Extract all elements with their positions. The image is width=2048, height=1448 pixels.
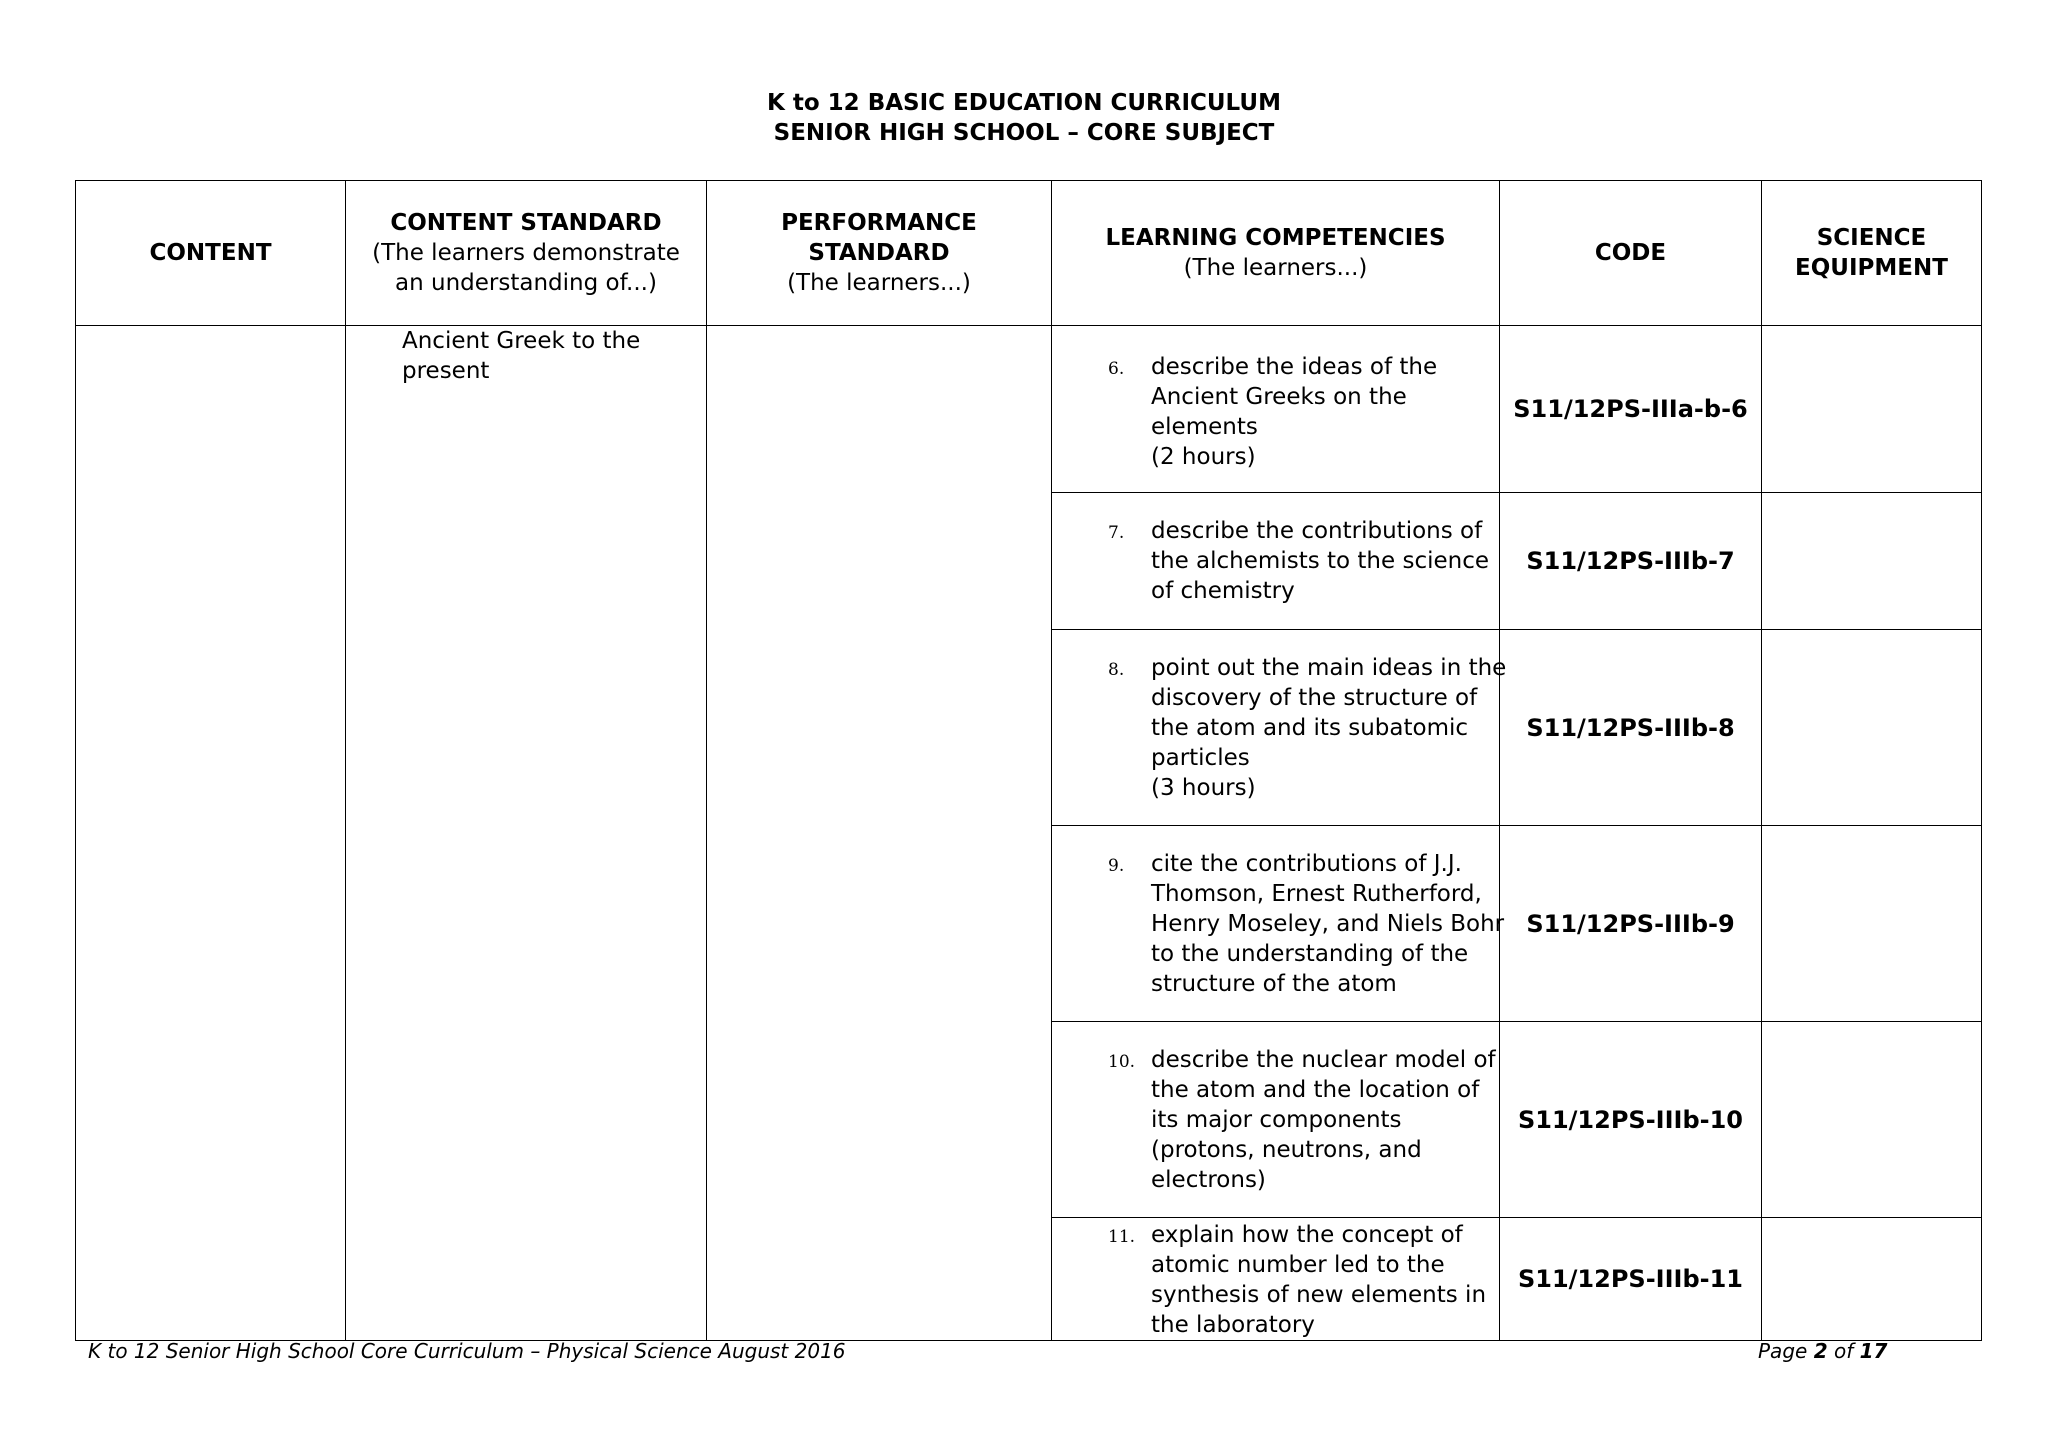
table-row <box>76 326 1982 493</box>
competency-line: Ancient Greeks on the <box>1151 384 1407 410</box>
document-subtitle: SENIOR HIGH SCHOOL – CORE SUBJECT <box>773 120 1275 146</box>
competency-number: 6. <box>1108 359 1125 379</box>
competency-line: explain how the concept of <box>1151 1222 1463 1248</box>
competency-code: S11/12PS-IIIb-8 <box>1500 630 1762 826</box>
competency-number: 8. <box>1108 659 1125 680</box>
science-equipment-cell <box>1762 630 1982 826</box>
table-header-row <box>76 181 1982 326</box>
competency-line: describe the ideas of the <box>1151 354 1438 380</box>
document-title: K to 12 BASIC EDUCATION CURRICULUM <box>767 90 1281 116</box>
competency-cell <box>1052 1022 1500 1218</box>
competency-line: Henry Moseley, and Niels Bohr <box>1151 910 1505 937</box>
competency-line: describe the contributions of <box>1151 518 1483 544</box>
content-standard-line: present <box>402 358 490 384</box>
competency-line: the atom and the location of <box>1151 1076 1480 1103</box>
competency-line: to the understanding of the <box>1151 940 1469 967</box>
competency-line: discovery of the structure of <box>1151 684 1478 711</box>
performance-standard-cell <box>707 326 1052 1341</box>
competency-code: S11/12PS-IIIb-7 <box>1500 493 1762 630</box>
science-equipment-cell <box>1762 493 1982 630</box>
competency-number: 7. <box>1108 523 1125 543</box>
header-learning-competencies: LEARNING COMPETENCIES (The learners...) <box>1052 181 1500 326</box>
competency-line: the atom and its subatomic <box>1151 714 1469 741</box>
content-cell <box>76 326 346 1341</box>
competency-line: (protons, neutrons, and <box>1151 1136 1422 1163</box>
competency-cell <box>1052 826 1505 1022</box>
header-content-standard: CONTENT STANDARD (The learners demonstrate an understanding of...) <box>346 181 707 326</box>
content-standard-cell <box>346 326 707 1341</box>
header-code: CODE <box>1500 181 1762 326</box>
competency-code: S11/12PS-IIIb-11 <box>1500 1218 1762 1341</box>
competency-line: the alchemists to the science <box>1151 548 1490 574</box>
competency-number: 11. <box>1108 1227 1136 1247</box>
header-science-equipment: SCIENCE EQUIPMENT <box>1762 181 1982 326</box>
competency-line: of chemistry <box>1151 578 1295 604</box>
competency-cell <box>1052 493 1500 630</box>
science-equipment-cell <box>1762 1022 1982 1218</box>
competency-line: the laboratory <box>1151 1312 1315 1338</box>
competency-line: elements <box>1151 414 1258 440</box>
science-equipment-cell <box>1762 1218 1982 1341</box>
competency-line: particles <box>1151 744 1250 771</box>
competency-line: cite the contributions of J.J. <box>1151 850 1462 877</box>
competency-line: atomic number led to the <box>1151 1252 1445 1278</box>
footer-page-number: Page 2 of 17 <box>1758 1339 1888 1363</box>
curriculum-table <box>75 180 1982 1341</box>
competency-code: S11/12PS-IIIb-10 <box>1500 1022 1762 1218</box>
competency-cell <box>1052 1218 1500 1341</box>
header-performance-standard: PERFORMANCE STANDARD (The learners...) <box>707 181 1052 326</box>
competency-line: point out the main ideas in the <box>1151 654 1507 681</box>
competency-number: 9. <box>1108 855 1125 876</box>
header-content: CONTENT <box>76 181 346 326</box>
competency-code: S11/12PS-IIIa-b-6 <box>1500 326 1762 493</box>
competency-cell <box>1052 326 1500 493</box>
competency-line: its major components <box>1151 1106 1402 1133</box>
science-equipment-cell <box>1762 326 1982 493</box>
competency-number: 10. <box>1108 1051 1136 1072</box>
competency-line: synthesis of new elements in <box>1151 1282 1487 1308</box>
footer-document-info: K to 12 Senior High School Core Curriculum – Physical Science August 2016 <box>88 1339 846 1363</box>
competency-line: describe the nuclear model of <box>1151 1046 1496 1073</box>
content-standard-line: Ancient Greek to the <box>402 328 641 354</box>
competency-line: electrons) <box>1151 1166 1266 1193</box>
competency-cell <box>1052 630 1507 826</box>
competency-code: S11/12PS-IIIb-9 <box>1500 826 1762 1022</box>
competency-line: Thomson, Ernest Rutherford, <box>1151 880 1482 907</box>
science-equipment-cell <box>1762 826 1982 1022</box>
competency-line: structure of the atom <box>1151 970 1397 997</box>
competency-line: (3 hours) <box>1151 774 1256 801</box>
competency-line: (2 hours) <box>1151 444 1256 470</box>
